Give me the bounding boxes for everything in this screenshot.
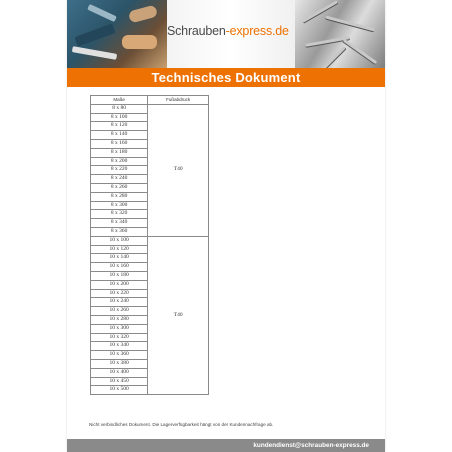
dimension-cell: 8 x 240	[91, 175, 148, 184]
dimension-cell: 10 x 200	[91, 280, 148, 289]
header-dimensions: Maße	[91, 96, 148, 105]
dimensions-table	[90, 95, 209, 395]
dimension-cell: 8 x 160	[91, 139, 148, 148]
dimension-cell: 8 x 120	[91, 122, 148, 131]
dimension-cell: 8 x 260	[91, 183, 148, 192]
footer-bar	[67, 439, 385, 452]
dimension-cell: 10 x 340	[91, 342, 148, 351]
dimension-cell: 10 x 180	[91, 271, 148, 280]
dimension-cell: 10 x 260	[91, 307, 148, 316]
dimension-cell: 10 x 220	[91, 289, 148, 298]
dimension-cell: 8 x 300	[91, 201, 148, 210]
dimension-cell: 8 x 340	[91, 219, 148, 228]
header-footprint: Fußabdruck	[148, 96, 209, 105]
dimension-cell: 10 x 100	[91, 236, 148, 245]
dimension-cell: 10 x 140	[91, 254, 148, 263]
dimension-cell: 8 x 320	[91, 210, 148, 219]
dimension-cell: 8 x 280	[91, 192, 148, 201]
dimension-cell: 8 x 140	[91, 131, 148, 140]
dimension-cell: 10 x 160	[91, 263, 148, 272]
document-page	[67, 0, 385, 452]
table-body	[91, 104, 209, 394]
dimension-cell: 10 x 450	[91, 377, 148, 386]
dimension-cell: 8 x 220	[91, 166, 148, 175]
dimension-cell: 8 x 80	[91, 104, 148, 113]
dimension-cell: 8 x 100	[91, 113, 148, 122]
table-row	[91, 236, 209, 245]
dimension-cell: 10 x 280	[91, 315, 148, 324]
footer-email: kundendienst@schrauben-express.de	[253, 442, 369, 449]
dimension-cell: 10 x 380	[91, 359, 148, 368]
disclaimer-text: Nicht verbindliches Dokument. Die Lagerverfügbarkeit hängt von der Kundennachfrage ab.	[89, 422, 274, 427]
table-row	[91, 104, 209, 113]
logo: Schrauben-express.de	[167, 24, 289, 38]
dimension-cell: 8 x 200	[91, 157, 148, 166]
logo-area	[167, 0, 295, 68]
dimension-cell: 8 x 360	[91, 227, 148, 236]
table-header-row	[91, 96, 209, 105]
dimension-cell: 10 x 300	[91, 324, 148, 333]
dimension-cell: 10 x 400	[91, 368, 148, 377]
dimension-cell: 10 x 120	[91, 245, 148, 254]
dimension-cell: 10 x 320	[91, 333, 148, 342]
workshop-photo	[67, 0, 167, 68]
footprint-cell: T40	[148, 104, 209, 236]
dimension-cell: 10 x 360	[91, 351, 148, 360]
document-title-banner: Technisches Dokument	[67, 68, 385, 87]
dimension-cell: 10 x 500	[91, 386, 148, 395]
screws-photo	[295, 0, 385, 68]
header	[67, 0, 385, 68]
dimension-cell: 10 x 240	[91, 298, 148, 307]
footprint-cell: T40	[148, 236, 209, 394]
dimension-cell: 8 x 180	[91, 148, 148, 157]
